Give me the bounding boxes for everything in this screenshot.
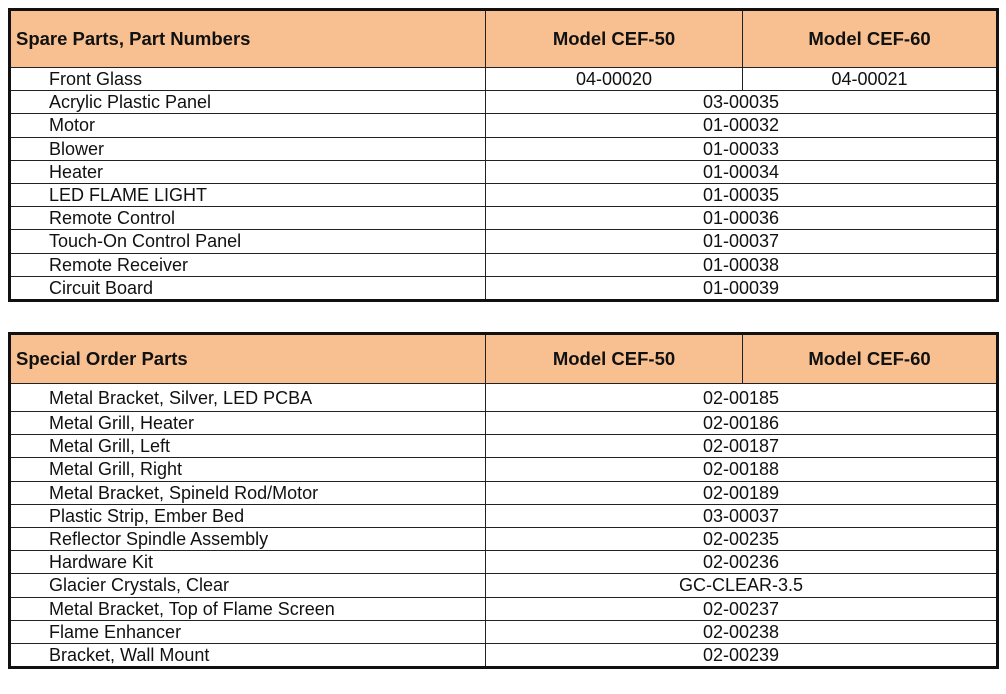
part-number: 02-00239 <box>486 643 998 667</box>
special-order-parts-table <box>8 332 999 669</box>
part-name: Hardware Kit <box>10 551 486 574</box>
part-name: Metal Bracket, Top of Flame Screen <box>10 597 486 620</box>
table-row <box>10 551 998 574</box>
column-header-cef60: Model CEF-60 <box>743 334 998 384</box>
table-row <box>10 91 998 114</box>
part-name: Metal Bracket, Silver, LED PCBA <box>10 384 486 412</box>
table-row <box>10 597 998 620</box>
part-number: 02-00235 <box>486 527 998 550</box>
part-name: Glacier Crystals, Clear <box>10 574 486 597</box>
part-number: 01-00032 <box>486 114 998 137</box>
table-row <box>10 114 998 137</box>
table-row <box>10 384 998 412</box>
part-number: 03-00037 <box>486 504 998 527</box>
part-number: 01-00037 <box>486 230 998 253</box>
table-title: Spare Parts, Part Numbers <box>10 10 486 68</box>
part-number: 02-00189 <box>486 481 998 504</box>
part-name: Motor <box>10 114 486 137</box>
table-title: Special Order Parts <box>10 334 486 384</box>
table-row <box>10 276 998 300</box>
part-name: Bracket, Wall Mount <box>10 643 486 667</box>
part-number-cef50: 04-00020 <box>486 68 743 91</box>
column-header-cef50: Model CEF-50 <box>486 334 743 384</box>
table-row <box>10 574 998 597</box>
part-number: GC-CLEAR-3.5 <box>486 574 998 597</box>
table-row <box>10 527 998 550</box>
part-number: 01-00034 <box>486 160 998 183</box>
part-name: LED FLAME LIGHT <box>10 183 486 206</box>
spare-parts-table <box>8 8 999 302</box>
part-number: 01-00038 <box>486 253 998 276</box>
part-name: Circuit Board <box>10 276 486 300</box>
part-name: Plastic Strip, Ember Bed <box>10 504 486 527</box>
table-row <box>10 643 998 667</box>
part-name: Metal Grill, Right <box>10 458 486 481</box>
part-number-cef60: 04-00021 <box>743 68 998 91</box>
part-name: Flame Enhancer <box>10 620 486 643</box>
part-name: Heater <box>10 160 486 183</box>
part-number: 01-00035 <box>486 183 998 206</box>
header-row <box>10 10 998 68</box>
table-row <box>10 458 998 481</box>
part-number: 02-00236 <box>486 551 998 574</box>
part-name: Front Glass <box>10 68 486 91</box>
table-row <box>10 137 998 160</box>
part-number: 03-00035 <box>486 91 998 114</box>
part-number: 01-00036 <box>486 207 998 230</box>
column-header-cef50: Model CEF-50 <box>486 10 743 68</box>
table-row <box>10 504 998 527</box>
part-name: Metal Bracket, Spineld Rod/Motor <box>10 481 486 504</box>
part-name: Metal Grill, Left <box>10 435 486 458</box>
part-number: 02-00238 <box>486 620 998 643</box>
part-number: 02-00186 <box>486 412 998 435</box>
table-row <box>10 207 998 230</box>
part-name: Metal Grill, Heater <box>10 412 486 435</box>
column-header-cef60: Model CEF-60 <box>743 10 998 68</box>
table-row <box>10 435 998 458</box>
part-name: Acrylic Plastic Panel <box>10 91 486 114</box>
table-row <box>10 230 998 253</box>
part-name: Reflector Spindle Assembly <box>10 527 486 550</box>
table-row <box>10 68 998 91</box>
table-row <box>10 620 998 643</box>
part-name: Touch-On Control Panel <box>10 230 486 253</box>
header-row <box>10 334 998 384</box>
part-number: 02-00185 <box>486 384 998 412</box>
table-row <box>10 481 998 504</box>
table-row <box>10 183 998 206</box>
part-name: Remote Control <box>10 207 486 230</box>
part-name: Blower <box>10 137 486 160</box>
part-number: 01-00033 <box>486 137 998 160</box>
table-row <box>10 160 998 183</box>
part-number: 02-00187 <box>486 435 998 458</box>
table-row <box>10 412 998 435</box>
part-number: 02-00237 <box>486 597 998 620</box>
part-number: 02-00188 <box>486 458 998 481</box>
part-name: Remote Receiver <box>10 253 486 276</box>
part-number: 01-00039 <box>486 276 998 300</box>
table-row <box>10 253 998 276</box>
